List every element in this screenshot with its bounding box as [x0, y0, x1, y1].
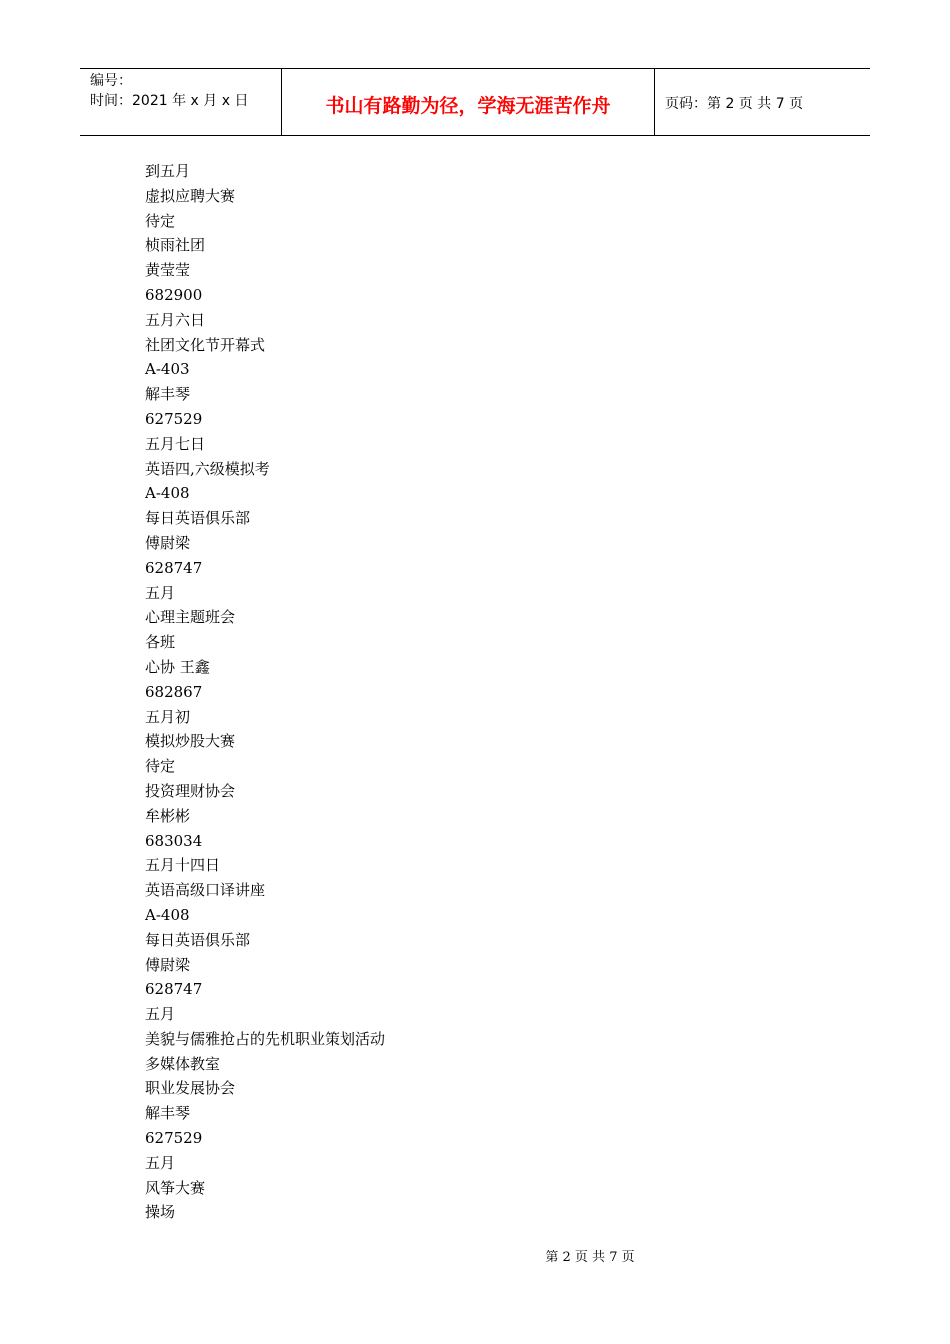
- text-line: 682900: [145, 285, 203, 304]
- text-line: 五月: [145, 1153, 176, 1172]
- text-line: 傅尉梁: [145, 533, 191, 552]
- text-line: 风筝大赛: [145, 1178, 206, 1197]
- text-line: 心协 王鑫: [145, 657, 210, 676]
- page-header: [80, 68, 870, 136]
- header-motto: 书山有路勤为径，学海无涯苦作舟: [325, 95, 611, 117]
- text-line: 682867: [145, 682, 203, 701]
- text-line: 黄莹莹: [145, 261, 191, 280]
- text-line: 628747: [145, 980, 203, 999]
- text-line: 到五月: [145, 162, 191, 180]
- header-page-number: 页码：第 2 页 共 7 页: [665, 96, 804, 112]
- text-line: 627529: [145, 1129, 203, 1148]
- text-line: 心理主题班会: [145, 608, 236, 627]
- text-line: 627529: [145, 409, 203, 428]
- text-line: 五月: [145, 1005, 176, 1024]
- text-line: 傅尉梁: [145, 955, 191, 974]
- header-divider: [654, 69, 655, 135]
- text-line: 虚拟应聘大赛: [145, 186, 236, 205]
- text-line: 五月七日: [145, 434, 206, 453]
- text-line: 待定: [145, 211, 176, 230]
- text-line: A-408: [145, 905, 190, 924]
- text-line: 美貌与儒雅抢占的先机职业策划活动: [145, 1029, 386, 1048]
- header-number-label: 编号：: [90, 73, 132, 89]
- text-line: 牟彬彬: [145, 806, 191, 825]
- text-line: 桢雨社团: [145, 236, 206, 255]
- text-line: 解丰琴: [145, 385, 191, 404]
- text-line: 解丰琴: [145, 1104, 191, 1123]
- text-line: 投资理财协会: [145, 781, 236, 800]
- header-time-label: 时间：2021 年 x 月 x 日: [90, 93, 249, 109]
- text-line: 每日英语俱乐部: [145, 509, 251, 528]
- document-body: [145, 159, 385, 1225]
- text-line: 五月六日: [145, 310, 206, 329]
- text-line: 五月: [145, 583, 176, 602]
- text-line: 操场: [145, 1203, 176, 1222]
- text-line: 英语高级口译讲座: [145, 881, 266, 900]
- text-line: 待定: [145, 757, 176, 776]
- text-line: 英语四,六级模拟考: [145, 459, 270, 478]
- text-line: 职业发展协会: [145, 1079, 236, 1098]
- text-line: 各班: [145, 633, 176, 652]
- text-line: 模拟炒股大赛: [145, 732, 236, 751]
- text-line: A-408: [145, 484, 190, 503]
- text-line: 多媒体教室: [145, 1054, 221, 1073]
- header-meta: [90, 71, 248, 111]
- text-line: A-403: [145, 360, 190, 379]
- page-footer: 第 2 页 共 7 页: [545, 1250, 635, 1265]
- text-line: 每日英语俱乐部: [145, 930, 251, 949]
- text-line: 五月十四日: [145, 856, 221, 875]
- text-line: 五月初: [145, 707, 191, 726]
- text-line: 社团文化节开幕式: [145, 335, 266, 354]
- text-line: 628747: [145, 558, 203, 577]
- text-line: 683034: [145, 831, 203, 850]
